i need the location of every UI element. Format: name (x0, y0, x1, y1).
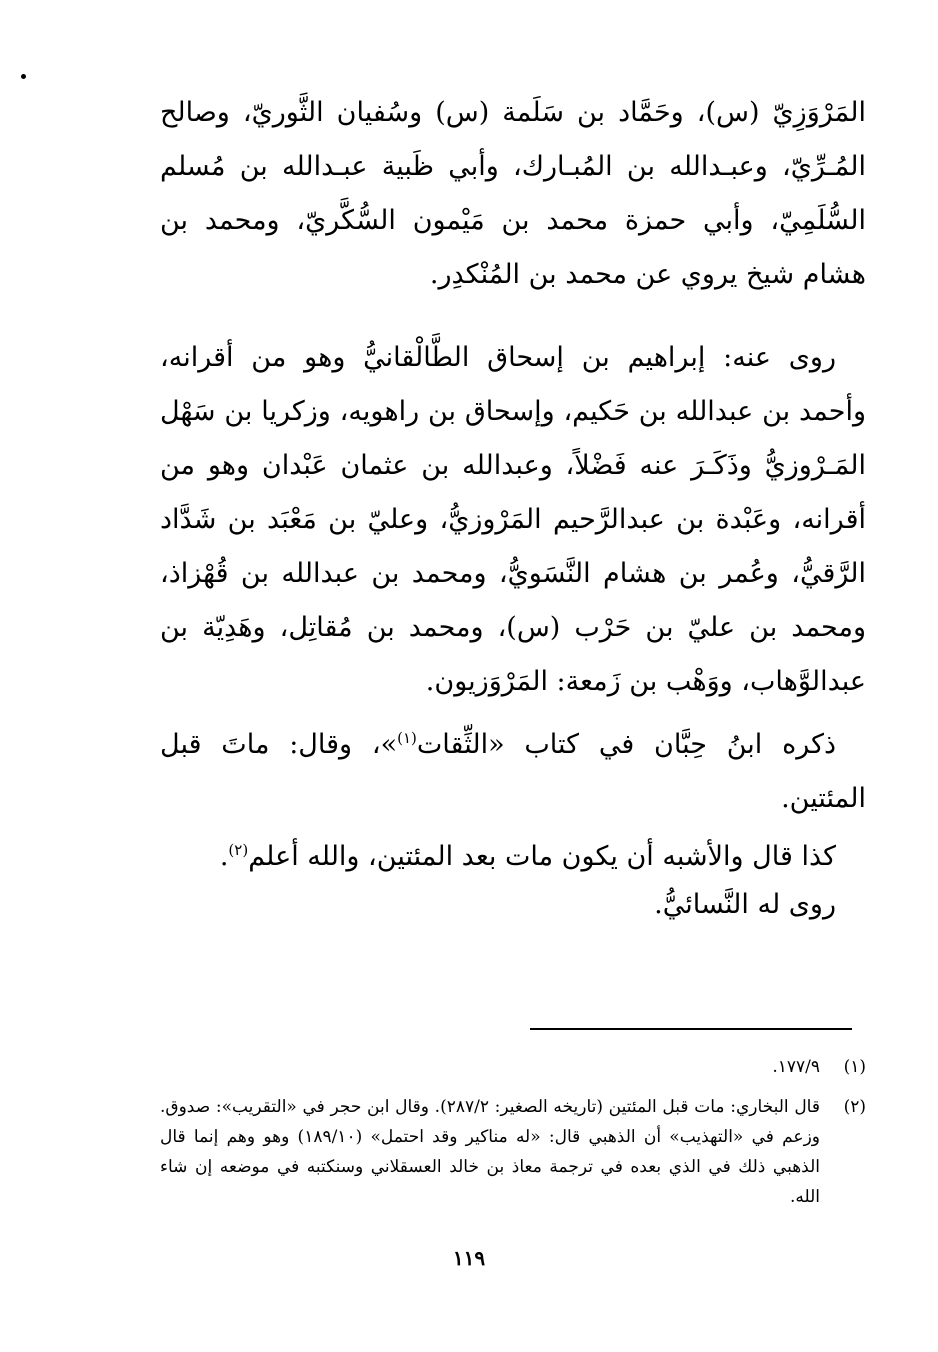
footnote-number: (١) (843, 1057, 866, 1077)
page-number: ١١٩ (452, 1246, 486, 1270)
footnote-2 (160, 1092, 866, 1212)
footnote-ref-2: (٢) (228, 841, 249, 859)
ink-dot (21, 74, 26, 79)
paragraph-comment-text: كذا قال والأشبه أن يكون مات بعد المئتين، والله أعلم (248, 841, 836, 872)
paragraph-comment-text-end: . (219, 841, 229, 872)
paragraph-teachers: المَرْوَزِيّ (س)، وحَمَّاد بن سَلَمة (س) وسُفيان الثَّوريّ، وصالح المُـرِّيّ، وعبـدالله بن المُبـارك، وأبي ظَبية عبـدالله بن مُسلم السُّلَمِيّ، وأبي حمزة محمد بن مَيْمون السُّكَّريّ، ومحمد بن هشام شيخ يروي عن محمد بن المُنْكدِر. (160, 97, 866, 290)
paragraph-comment (160, 823, 866, 884)
footnote-separator (530, 1028, 852, 1030)
footnote-1 (160, 1052, 866, 1082)
footnote-number: (٢) (843, 1097, 866, 1117)
paragraph-nasai: روى له النَّسائيُّ. (654, 889, 836, 920)
paragraph-ibn-hibban (160, 711, 866, 826)
paragraph-ibn-hibban-text: ذكره ابنُ حِبَّان في كتاب «الثِّقات (416, 729, 836, 760)
paragraph-narrators: روى عنه: إبراهيم بن إسحاق الطَّالْقانيُّ وهو من أقرانه، وأحمد بن عبدالله بن حَكيم، وإسحاق بن راهويه، وزكريا بن سَهْل المَـرْوزيُّ وذَكَـرَ عنه فَضْلاً، وعبدالله بن عثمان عَبْدان وهو من أقرانه، وعَبْدة بن عبدالرَّحيم المَرْوزيُّ، وعليّ بن مَعْبَد بن شَدَّاد الرَّقيُّ، وعُمر بن هشام النَّسَويُّ، ومحمد بن عبدالله بن قُهْزاذ، ومحمد بن عليّ بن حَرْب (س)، ومحمد بن مُقاتِل، وهَدِيّة بن عبدالوَّهاب، ووَهْب بن زَمعة: المَرْوَزيون. (160, 342, 866, 697)
footnote-ref-1: (١) (397, 729, 417, 747)
footnote-text: قال البخاري: مات قبل المئتين (تاريخه الصغير: ٢٨٧/٢). وقال ابن حجر في «التقريب»: صدوق. وزعم في «التهذيب» أن الذهبي قال: «له مناكير وقد احتمل» (١٨٩/١٠) وهو وهم إنما قال الذهبي ذلك في الذي بعده في ترجمة معاذ بن خالد العسقلاني وسنكتبه في موضعه إن شاء الله. (160, 1097, 820, 1207)
paragraph-ibn-hibban-text-end: »، وقال: ماتَ قبل المئتين. (160, 729, 866, 814)
footnote-text: ١٧٧/٩. (772, 1057, 820, 1077)
